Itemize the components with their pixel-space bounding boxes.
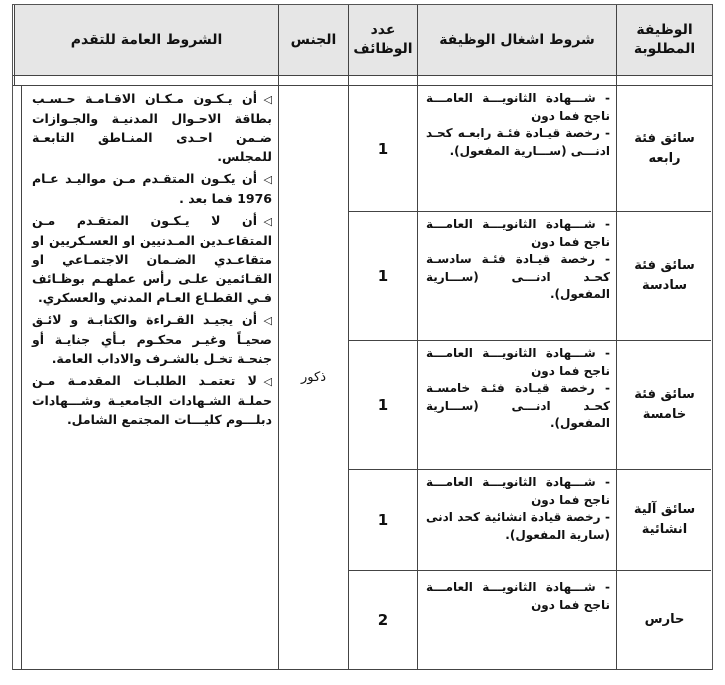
general-condition-text: أن يـكـون مـكـان الاقـامـة حـسـب بطاقة الاحـوال المدنيـة والجـوازات ضـمن احـدى المنـاطق التابعـة للمجلس. xyxy=(32,91,272,164)
condition-certificate: - شـــهادة الثانويـــة العامـــة ناجح فما دون xyxy=(426,346,610,378)
job-count: 2 xyxy=(377,611,389,629)
general-condition-item xyxy=(32,371,272,429)
count-cell xyxy=(349,571,417,669)
arrow-bullet-icon: ◁ xyxy=(263,215,272,228)
condition-license: - رخصة قيادة انشائية كحد ادنى (سارية المفعول). xyxy=(426,510,610,542)
conditions-cell xyxy=(418,86,616,211)
general-condition-text: أن يجيـد القـراءة والكتابـة و لائـق صحيـاً وغيـر محكـوم بـأي جنايـة أو جنحـة تخـل بالشـرف والاداب العامة. xyxy=(32,312,272,366)
general-condition-item xyxy=(32,89,272,166)
general-condition-item xyxy=(32,310,272,368)
general-condition-item xyxy=(32,169,272,208)
grid-line xyxy=(13,669,712,670)
arrow-bullet-icon: ◁ xyxy=(263,93,272,106)
job-count: 1 xyxy=(377,511,389,529)
grid-line xyxy=(13,75,712,76)
header-general-label: الشروط العامة للتقدم xyxy=(70,31,223,48)
condition-certificate: - شـــهادة الثانويـــة العامـــة ناجح فما دون xyxy=(426,580,610,612)
job-title: سائق فئة رابعه xyxy=(634,130,695,166)
header-general xyxy=(15,5,278,75)
arrow-bullet-icon: ◁ xyxy=(263,173,272,186)
count-cell xyxy=(349,212,417,340)
job-conditions-table xyxy=(12,4,713,670)
count-cell xyxy=(349,86,417,211)
header-count-label: عدد الوظائف xyxy=(353,22,413,57)
condition-license: - رخصة قيـادة فئـة سادسـة كحـد ادنـــى (ســـارية المفعول). xyxy=(426,252,610,301)
conditions-cell xyxy=(418,341,616,469)
condition-certificate: - شـــهادة الثانويـــة العامـــة ناجح فما دون xyxy=(426,217,610,249)
job-title: سائق فئة سادسة xyxy=(634,258,695,293)
job-cell xyxy=(617,341,712,469)
count-cell xyxy=(349,341,417,469)
conditions-cell xyxy=(418,571,616,669)
job-cell xyxy=(617,212,712,340)
job-cell xyxy=(617,86,712,211)
job-count: 1 xyxy=(377,139,389,158)
condition-certificate: - شـــهادة الثانويـــة العامـــة ناجح فما دون xyxy=(426,475,610,507)
general-condition-item xyxy=(32,211,272,307)
job-title: سائق آلية انشائية xyxy=(633,502,696,537)
count-cell xyxy=(349,470,417,570)
conditions-cell xyxy=(418,470,616,570)
header-job-label: الوظيفة المطلوبة xyxy=(633,22,696,57)
general-conditions-cell xyxy=(22,86,278,669)
job-count: 1 xyxy=(377,267,389,285)
header-gender xyxy=(279,5,348,75)
gender-value: ذكور xyxy=(301,370,326,385)
job-cell xyxy=(617,571,712,669)
condition-license: - رخصة قيـادة فئـة رابعـه كحـد ادنـــى (ســـارية المفعول). xyxy=(426,126,610,158)
job-title: حارس xyxy=(644,612,685,627)
condition-certificate: - شـــهادة الثانويـــة العامـــة ناجح فما دون xyxy=(426,91,610,123)
condition-license: - رخصة قيـادة فئـة خامسـة كحـد ادنـــى (ســـارية المفعول). xyxy=(426,381,610,430)
arrow-bullet-icon: ◁ xyxy=(263,314,272,327)
header-conditions xyxy=(418,5,616,75)
arrow-bullet-icon: ◁ xyxy=(263,375,272,388)
general-condition-text: أن يكـون المتقـدم مـن مواليـد عـام 1976 فما بعد . xyxy=(32,171,272,206)
general-condition-text: لا تعتمـد الطلبـات المقدمـة مـن حملـة الشـهادات الجامعيـة وشـــهادات دبلـــوم كليـــات المجتمع الشامل. xyxy=(32,373,272,427)
job-cell xyxy=(617,470,712,570)
conditions-cell xyxy=(418,212,616,340)
job-count: 1 xyxy=(377,396,389,414)
general-condition-text: أن لا يـكـون المتقـدم مـن المتقاعـدين المـدنيين او العسـكريين او متقاعـدي الضـمان الاجتمـاعي او القـائمين علـى رأس عملهـم بوظـائف فـي القطـاع العـام المدني والعسكري. xyxy=(32,213,272,305)
job-title: سائق فئة خامسة xyxy=(634,387,695,422)
header-gender-label: الجنس xyxy=(290,31,337,48)
header-job xyxy=(617,5,712,75)
header-count xyxy=(349,5,417,75)
gender-cell xyxy=(279,86,348,669)
header-conditions-label: شروط اشغال الوظيفة xyxy=(439,31,595,48)
